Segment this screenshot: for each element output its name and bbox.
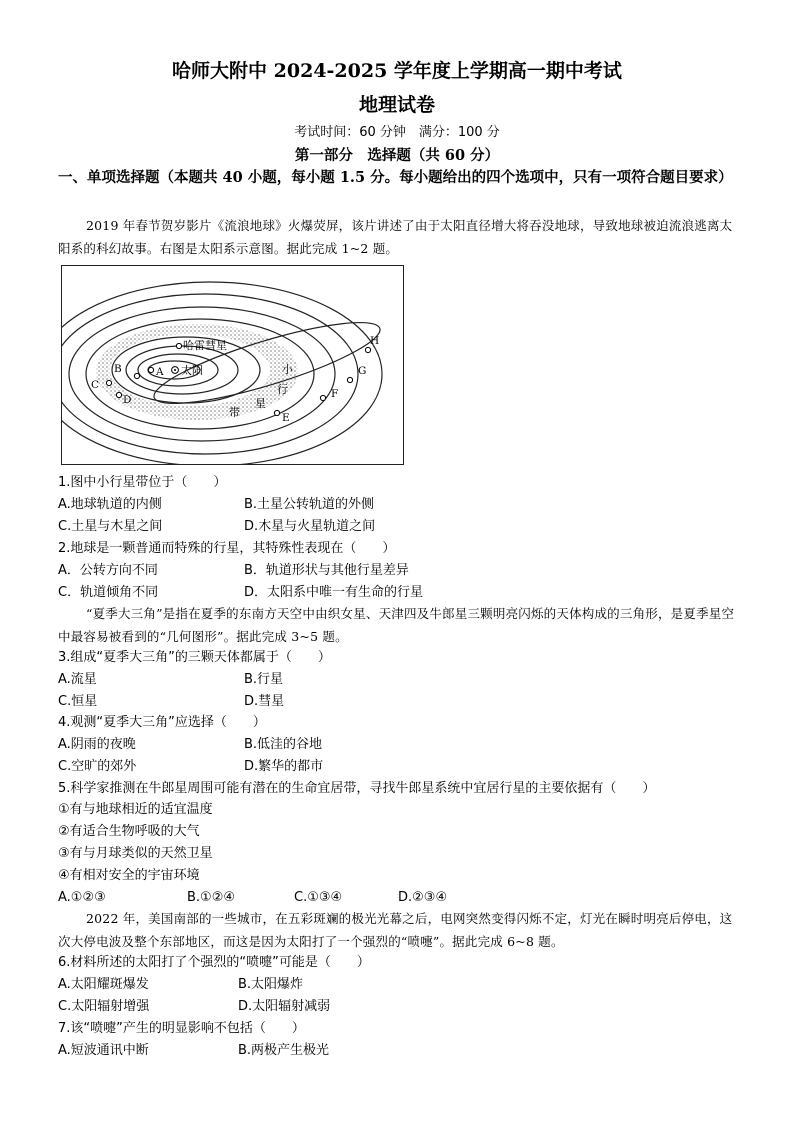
question-1-stem: 1.图中小行星带位于（ ） — [58, 475, 227, 490]
solar-system-diagram — [62, 266, 403, 464]
planet-g — [347, 377, 352, 382]
q6-option-a: A.太阳耀斑爆发 — [58, 977, 149, 992]
question-5-stem: 5.科学家推测在牛郎星周围可能有潜在的生命宜居带，寻找牛郎星系统中宜居行星的主要依据有（ ） — [58, 781, 656, 796]
q2-option-b: B．轨道形状与其他行星差异 — [244, 563, 409, 578]
q4-option-a: A.阴雨的夜晚 — [58, 737, 136, 752]
label-belt-1: 小 — [282, 363, 293, 376]
q1-option-d: D.木星与火星轨道之间 — [244, 519, 376, 534]
label-sun: 太阳 — [181, 364, 203, 377]
q1-option-a: A.地球轨道的内侧 — [58, 497, 162, 512]
q7-option-a: A.短波通讯中断 — [58, 1043, 149, 1058]
solar-system-figure — [61, 265, 404, 465]
label-d: D — [123, 394, 132, 406]
q6-option-c: C.太阳辐射增强 — [58, 999, 150, 1014]
comet-halley — [176, 343, 181, 348]
q6-option-d: D.太阳辐射减弱 — [238, 999, 331, 1014]
q3-option-a: A.流星 — [58, 672, 97, 687]
intro-paragraph-2: “夏季大三角”是指在夏季的东南方天空中由织女星、天津四及牛郎星三颗明亮闪烁的天体构成的三角形，是夏季星空中最容易被看到的“几何图形”。据此完成 3~5 题。 — [58, 606, 735, 644]
q2-option-d: D．太阳系中唯一有生命的行星 — [244, 585, 424, 600]
q5-item-2: ②有适合生物呼吸的大气 — [58, 824, 200, 839]
q3-option-b: B.行星 — [244, 672, 284, 687]
label-comet: 哈雷彗星 — [183, 339, 227, 352]
q2-option-c: C．轨道倾角不同 — [58, 585, 159, 600]
q2-option-a: A．公转方向不同 — [58, 563, 158, 578]
q5-option-d: D.②③④ — [398, 890, 448, 905]
question-7-stem: 7.该“喷嚏”产生的明显影响不包括（ ） — [58, 1021, 305, 1036]
label-c: C — [91, 379, 100, 391]
q5-option-a: A.①②③ — [58, 890, 106, 905]
intro-paragraph-1: 2019 年春节贺岁影片《流浪地球》火爆荧屏，该片讲述了由于太阳直径增大将吞没地球，导致地球被迫流浪逃离太阳系的科幻故事。右图是太阳系示意图。据此完成 1~2 题。 — [58, 218, 733, 256]
planet-h — [365, 347, 370, 352]
exam-meta: 考试时间：60 分钟 满分：100 分 — [294, 125, 500, 140]
part-heading: 第一部分 选择题（共 60 分） — [294, 147, 500, 164]
planet-a — [148, 367, 153, 372]
q5-option-b: B.①②④ — [187, 890, 236, 905]
planet-e — [274, 410, 279, 415]
question-4-stem: 4.观测“夏季大三角”应选择（ ） — [58, 715, 266, 730]
label-e: E — [282, 412, 290, 424]
exam-title: 哈师大附中 2024-2025 学年度上学期高一期中考试 — [172, 60, 622, 82]
q5-item-3: ③有与月球类似的天然卫星 — [58, 846, 213, 861]
question-2-stem: 2.地球是一颗普通而特殊的行星，其特殊性表现在（ ） — [58, 541, 396, 556]
label-belt-4: 带 — [229, 406, 240, 419]
planet-d — [116, 392, 121, 397]
label-b: B — [114, 363, 122, 375]
question-6-stem: 6.材料所述的太阳打了个强烈的“喷嚏”可能是（ ） — [58, 955, 370, 970]
label-belt-2: 行 — [277, 383, 288, 396]
label-belt-3: 星 — [255, 397, 266, 410]
intro-paragraph-3: 2022 年，美国南部的一些城市，在五彩斑斓的极光光幕之后，电网突然变得闪烁不定，灯光在瞬时明亮后停电，这次大停电波及整个东部地区，而这是因为太阳打了一个强烈的“喷嚏”。据此完成 6~8 题。 — [58, 911, 733, 949]
q4-option-c: C.空旷的郊外 — [58, 759, 137, 774]
q4-option-b: B.低洼的谷地 — [244, 737, 323, 752]
q1-option-c: C.土星与木星之间 — [58, 519, 163, 534]
section-heading: 一、单项选择题（本题共 40 小题，每小题 1.5 分。每小题给出的四个选项中，只有一项符合题目要求） — [58, 169, 733, 186]
planet-c — [106, 380, 111, 385]
q1-option-b: B.土星公转轨道的外侧 — [244, 497, 375, 512]
q5-item-4: ④有相对安全的宇宙环境 — [58, 868, 200, 883]
label-f: F — [331, 388, 339, 400]
q5-option-c: C.①③④ — [294, 890, 343, 905]
q6-option-b: B.太阳爆炸 — [238, 977, 304, 992]
label-g: G — [358, 365, 367, 377]
planet-f — [320, 395, 325, 400]
q5-item-1: ①有与地球相近的适宜温度 — [58, 802, 213, 817]
q7-option-b: B.两极产生极光 — [238, 1043, 330, 1058]
label-a: A — [156, 366, 164, 378]
q3-option-c: C.恒星 — [58, 694, 98, 709]
question-3-stem: 3.组成“夏季大三角”的三颗天体都属于（ ） — [58, 650, 331, 665]
q3-option-d: D.彗星 — [244, 694, 285, 709]
q4-option-d: D.繁华的都市 — [244, 759, 324, 774]
exam-subject: 地理试卷 — [358, 94, 435, 116]
label-h: H — [370, 335, 380, 347]
planet-b — [134, 373, 139, 378]
